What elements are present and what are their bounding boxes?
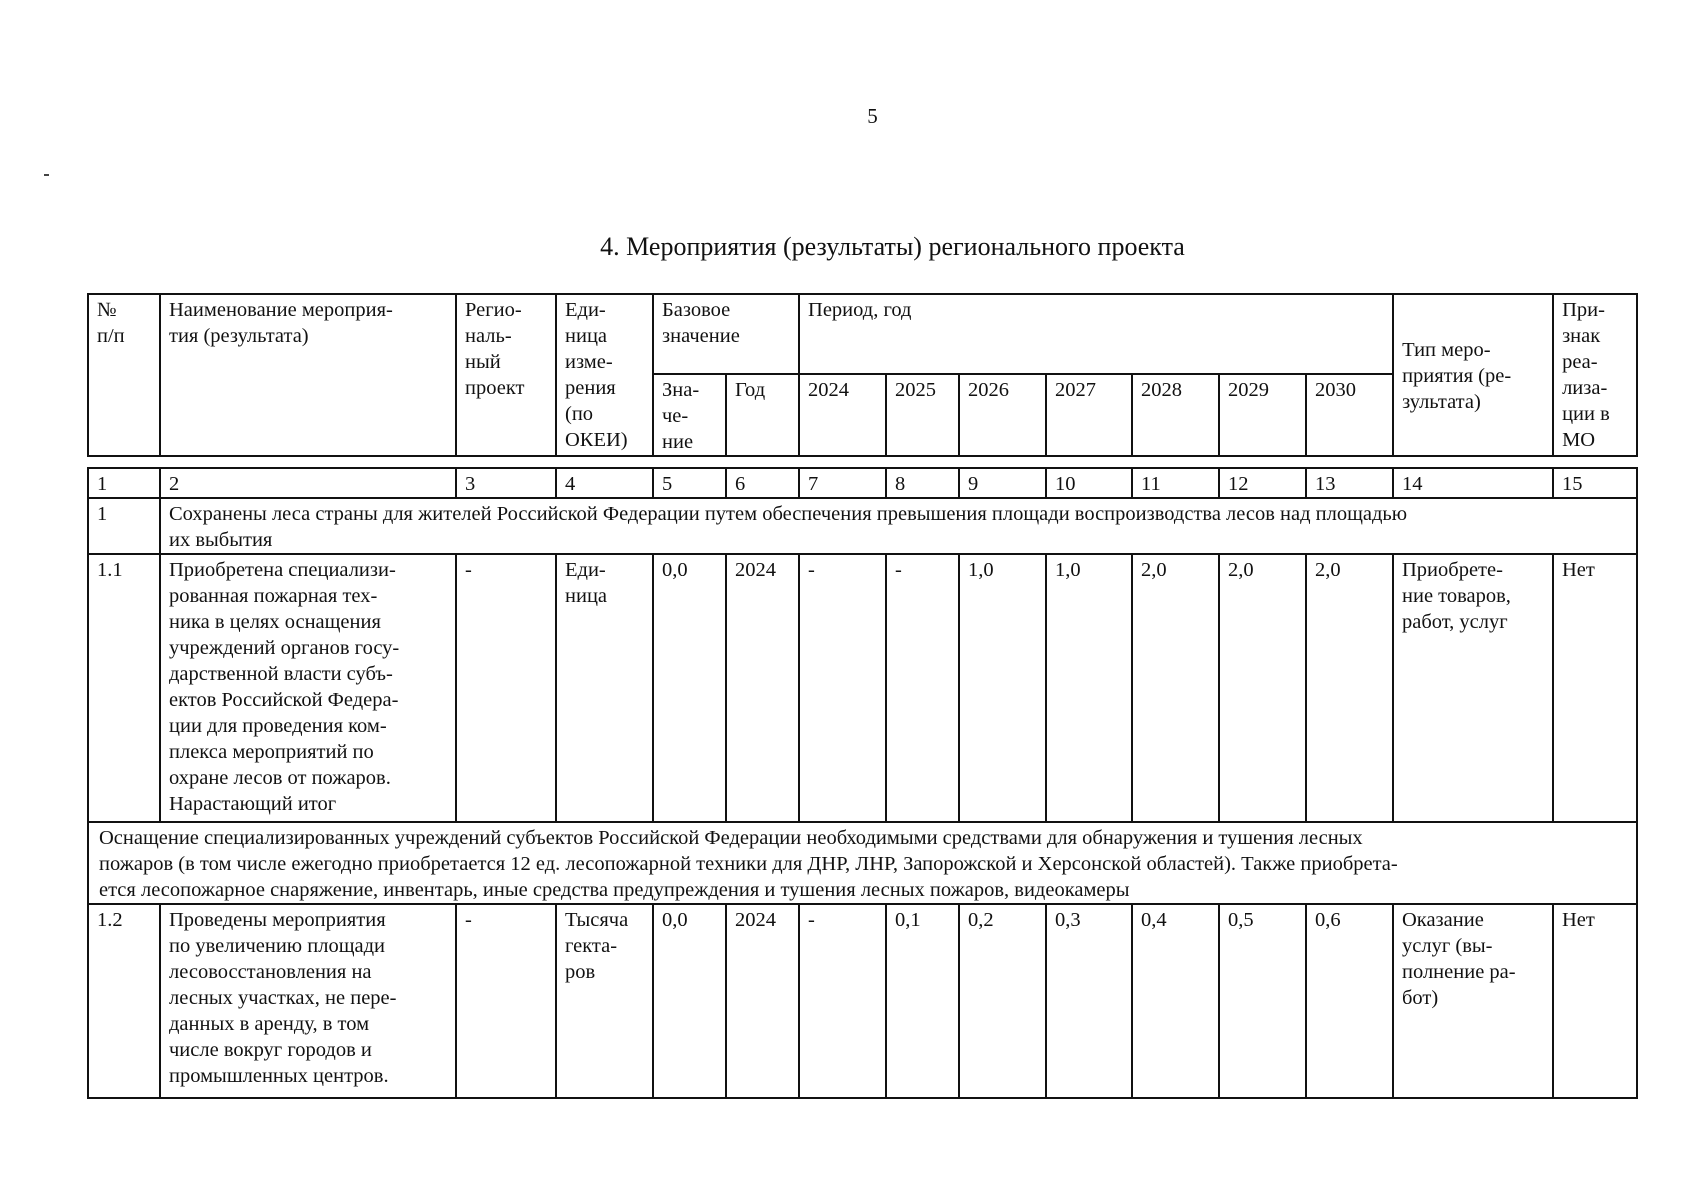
column-number: 12 xyxy=(1219,468,1306,498)
header-year-2030: 2030 xyxy=(1306,374,1393,456)
column-number: 11 xyxy=(1132,468,1219,498)
column-number: 6 xyxy=(726,468,799,498)
column-number: 3 xyxy=(456,468,556,498)
item-num: 1.2 xyxy=(88,904,160,1098)
header-year-2027: 2027 xyxy=(1046,374,1132,456)
item-value-2030: 0,6 xyxy=(1306,904,1393,1098)
item-name: Приобретена специализи- рованная пожарная тех- ника в целях оснащения учреждений органов госу- дарственной власти субъ- ектов Российской Федера- ции для проведения ком- плекса мероприятий по охране лесов от пожаров. Нарастающий итог xyxy=(160,554,456,822)
item-value-2028: 0,4 xyxy=(1132,904,1219,1098)
header-year-2028: 2028 xyxy=(1132,374,1219,456)
header-num: № п/п xyxy=(88,294,160,456)
column-number: 2 xyxy=(160,468,456,498)
column-number: 8 xyxy=(886,468,959,498)
item-unit: Еди- ница xyxy=(556,554,653,822)
item-value-2028: 2,0 xyxy=(1132,554,1219,822)
header-year-2026: 2026 xyxy=(959,374,1046,456)
header-name: Наименование мероприя- тия (результата) xyxy=(160,294,456,456)
column-number-row xyxy=(88,468,1637,498)
table-row xyxy=(88,554,1637,822)
header-period: Период, год xyxy=(799,294,1393,374)
item-value-2029: 2,0 xyxy=(1219,554,1306,822)
header-year-2029: 2029 xyxy=(1219,374,1306,456)
header-project: Регио- наль- ный проект xyxy=(456,294,556,456)
item-type: Оказание услуг (вы- полнение ра- бот) xyxy=(1393,904,1553,1098)
column-number: 1 xyxy=(88,468,160,498)
header-mo: При- знак реа- лиза- ции в МО xyxy=(1553,294,1637,456)
column-number: 10 xyxy=(1046,468,1132,498)
column-number: 7 xyxy=(799,468,886,498)
column-number: 13 xyxy=(1306,468,1393,498)
item-unit: Тысяча гекта- ров xyxy=(556,904,653,1098)
section-text: Сохранены леса страны для жителей Российской Федерации путем обеспечения превышения площади воспроизводства лесов над площадью их выбытия xyxy=(160,498,1637,554)
item-value-2025: 0,1 xyxy=(886,904,959,1098)
item-value-2024: - xyxy=(799,554,886,822)
item-type: Приобрете- ние товаров, работ, услуг xyxy=(1393,554,1553,822)
item-project: - xyxy=(456,554,556,822)
item-note: Оснащение специализированных учреждений субъектов Российской Федерации необходимыми средствами для обнаружения и тушения лесных пожаров (в том числе ежегодно приобретается 12 ед. лесопожарной техники для ДНР, ЛНР, Запорожской и Херсонской областей). Также приобрета- ется лесопожарное снаряжение, инвентарь, иные средства предупреждения и тушения лесных пожаров, видеокамеры xyxy=(88,822,1637,904)
item-base-year: 2024 xyxy=(726,554,799,822)
column-number: 4 xyxy=(556,468,653,498)
column-number: 15 xyxy=(1553,468,1637,498)
item-mo: Нет xyxy=(1553,554,1637,822)
item-base-value: 0,0 xyxy=(653,554,726,822)
section-row xyxy=(88,498,1637,554)
header-type: Тип меро- приятия (ре- зультата) xyxy=(1393,294,1553,456)
item-num: 1.1 xyxy=(88,554,160,822)
page-number: 5 xyxy=(867,104,878,128)
item-value-2030: 2,0 xyxy=(1306,554,1393,822)
item-value-2025: - xyxy=(886,554,959,822)
table-row xyxy=(88,904,1637,1098)
item-value-2026: 0,2 xyxy=(959,904,1046,1098)
column-number: 5 xyxy=(653,468,726,498)
body-table xyxy=(87,467,1638,1099)
item-value-2029: 0,5 xyxy=(1219,904,1306,1098)
item-value-2026: 1,0 xyxy=(959,554,1046,822)
section-title: 4. Мероприятия (результаты) регионального проекта xyxy=(600,232,1185,261)
header-base-value: Зна- че- ние xyxy=(653,374,726,456)
note-row xyxy=(88,822,1637,904)
section-num: 1 xyxy=(88,498,160,554)
column-number: 9 xyxy=(959,468,1046,498)
item-base-value: 0,0 xyxy=(653,904,726,1098)
item-project: - xyxy=(456,904,556,1098)
header-base: Базовое значение xyxy=(653,294,799,374)
header-year-2024: 2024 xyxy=(799,374,886,456)
item-name: Проведены мероприятия по увеличению площади лесовосстановления на лесных участках, не пере- данных в аренду, в том числе вокруг городов и промышленных центров. xyxy=(160,904,456,1098)
header-year-2025: 2025 xyxy=(886,374,959,456)
scan-mark xyxy=(44,174,49,176)
item-base-year: 2024 xyxy=(726,904,799,1098)
header-base-year: Год xyxy=(726,374,799,456)
column-number: 14 xyxy=(1393,468,1553,498)
item-value-2024: - xyxy=(799,904,886,1098)
item-value-2027: 1,0 xyxy=(1046,554,1132,822)
header-unit: Еди- ница изме- рения (по ОКЕИ) xyxy=(556,294,653,456)
item-value-2027: 0,3 xyxy=(1046,904,1132,1098)
item-mo: Нет xyxy=(1553,904,1637,1098)
header-table xyxy=(87,293,1638,457)
